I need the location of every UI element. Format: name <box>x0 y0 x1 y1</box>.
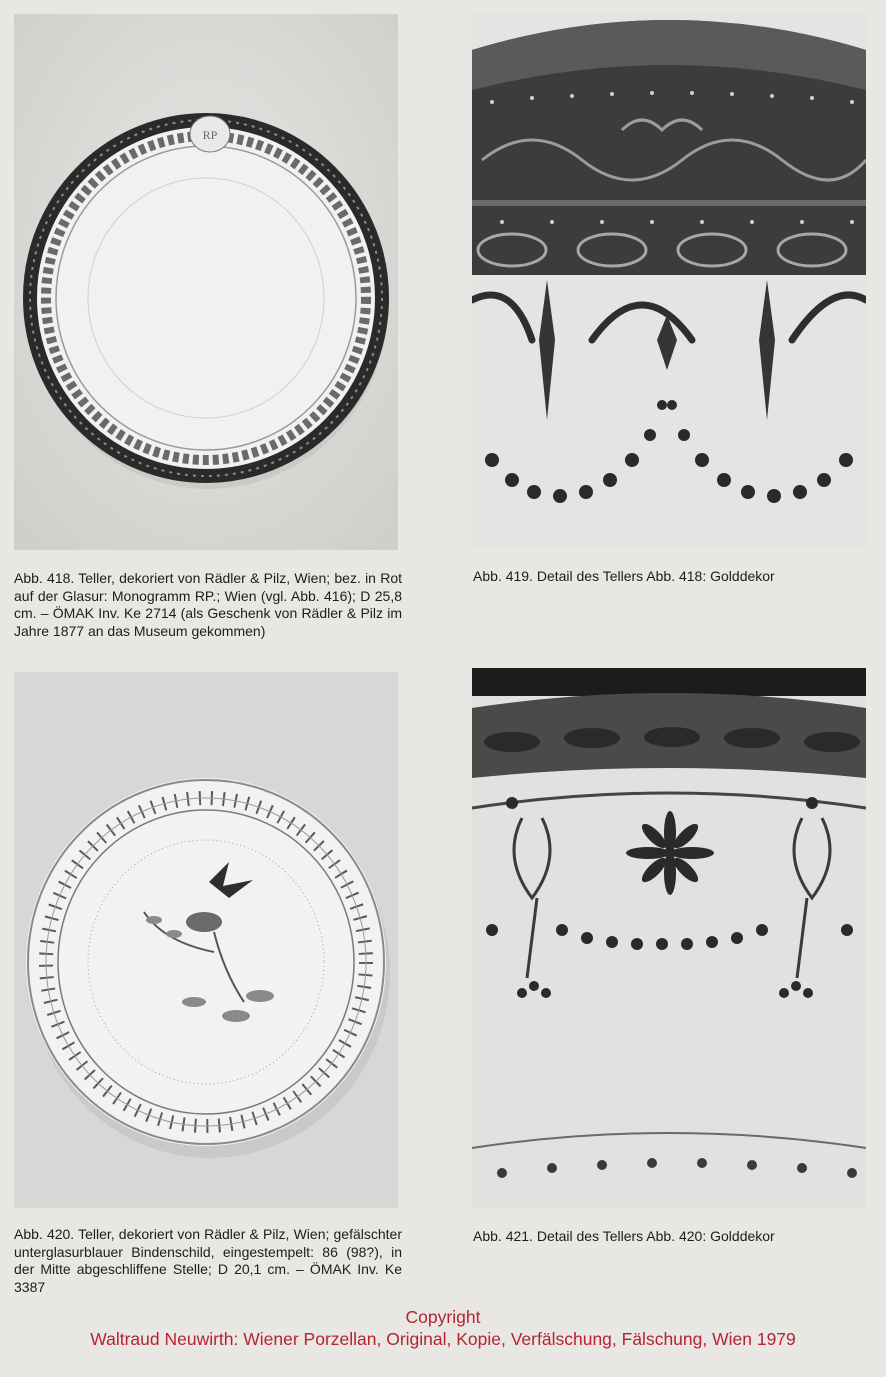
detail-419-photo <box>472 10 866 550</box>
caption-420: Abb. 420. Teller, dekoriert von Rädler & Pilz, Wien; gefälschter unterglasurblauer Bindenschild, eingestempelt: 86 (98?), in der Mitte abgeschliffene Stelle; D 20,1 cm. – ÖMAK Inv. Ke 3387 <box>14 1226 402 1295</box>
plate-418-photo <box>14 14 398 550</box>
caption-419: Abb. 419. Detail des Tellers Abb. 418: Golddekor <box>473 568 775 584</box>
caption-421: Abb. 421. Detail des Tellers Abb. 420: Golddekor <box>473 1228 775 1244</box>
svg-text:RP: RP <box>202 128 218 142</box>
plate-420-photo <box>14 672 398 1208</box>
copyright-title: Copyright <box>405 1307 481 1327</box>
copyright-source: Waltraud Neuwirth: Wiener Porzellan, Original, Kopie, Verfälschung, Fälschung, Wien 1979 <box>90 1329 796 1349</box>
caption-418: Abb. 418. Teller, dekoriert von Rädler & Pilz, Wien; bez. in Rot auf der Glasur: Monogramm RP.; Wien (vgl. Abb. 416); D 25,8 cm. – ÖMAK Inv. Ke 2714 (als Geschenk von Rädler & Pilz im Jahre 1877 an das Museum gekommen) <box>14 570 402 639</box>
detail-421-photo <box>472 668 866 1208</box>
